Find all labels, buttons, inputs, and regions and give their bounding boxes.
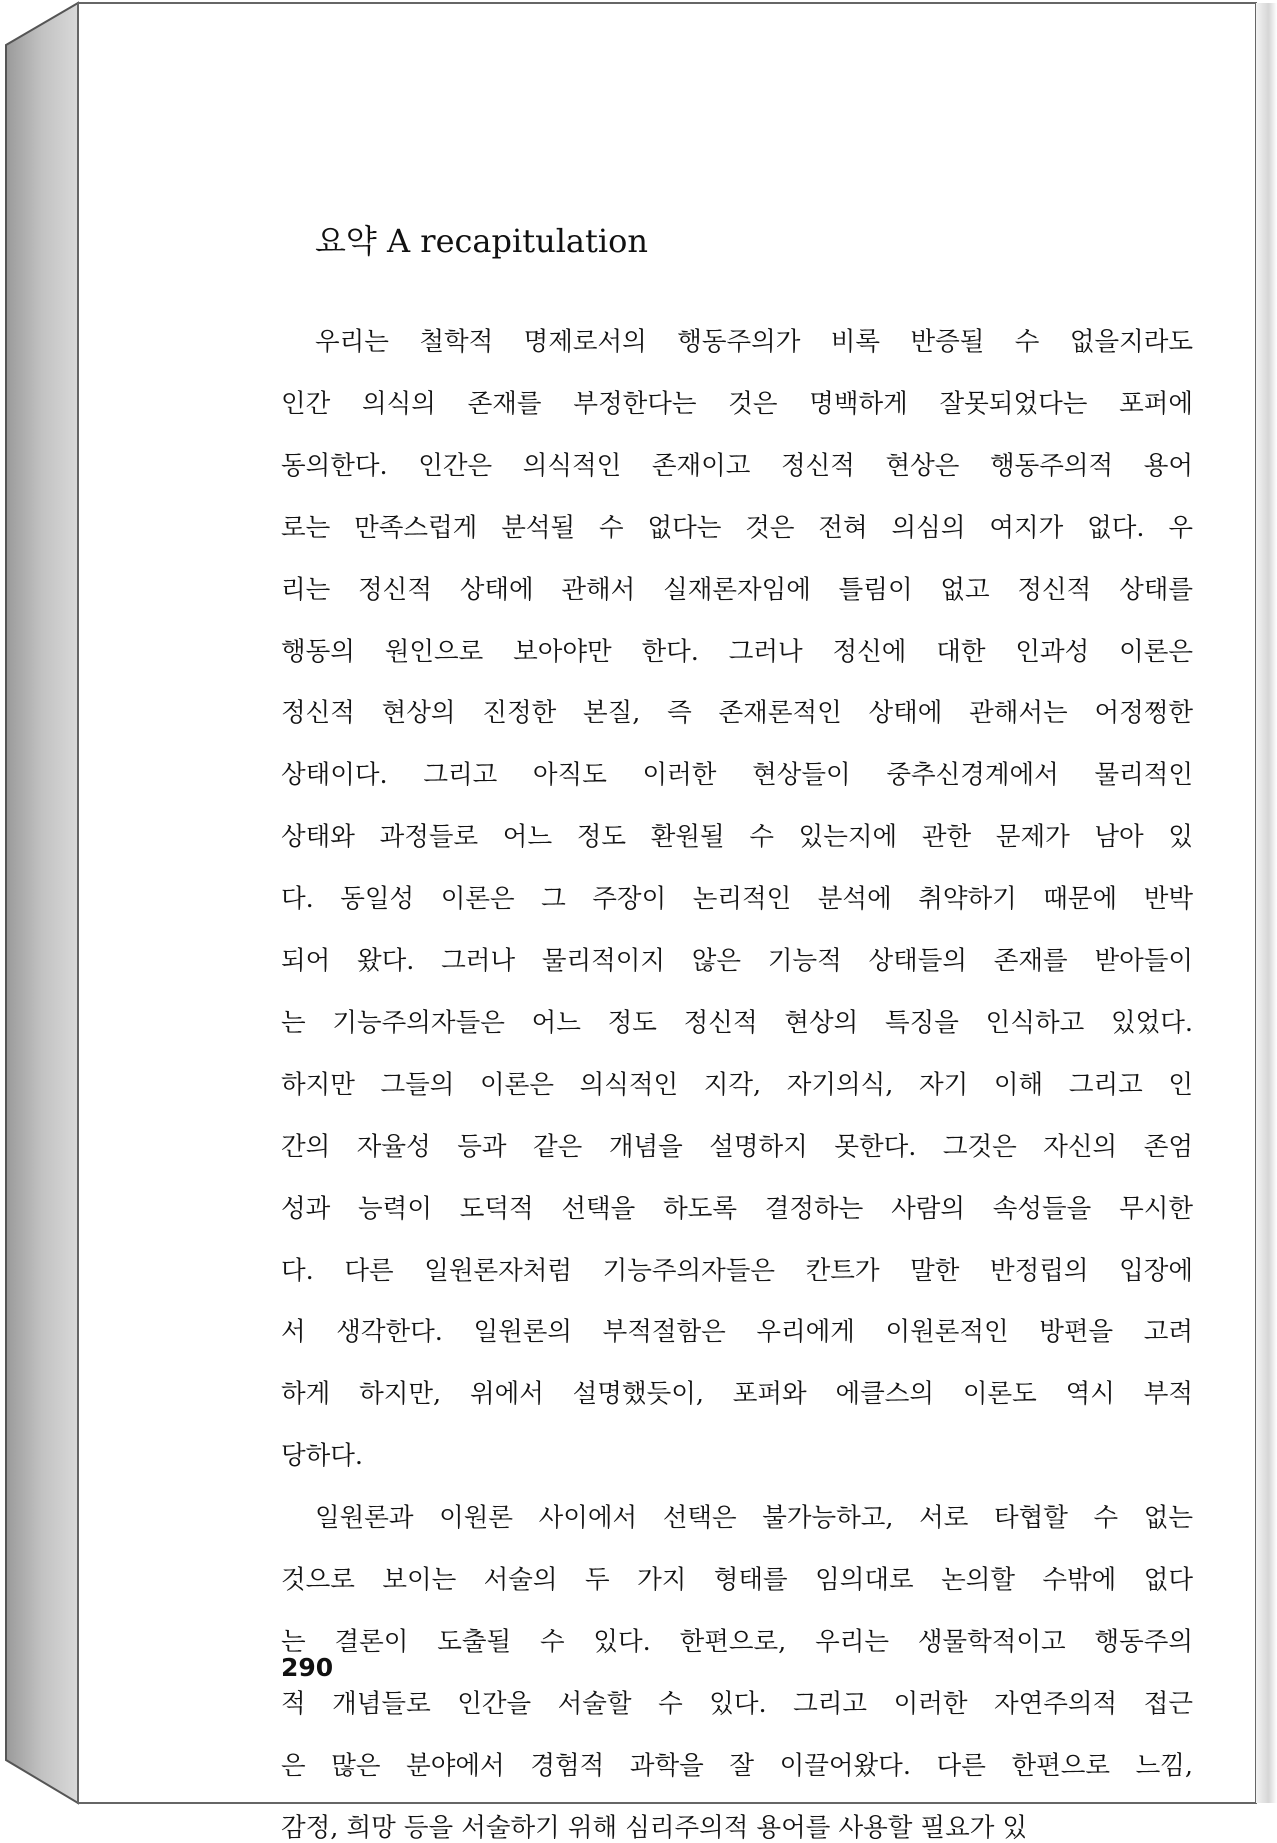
- book-spine: [6, 3, 78, 1803]
- page: [80, 3, 1256, 1843]
- page-number: 290: [281, 1653, 334, 1682]
- text-line: 우리는 철학적 명제로서의 행동주의가 비록 반증될 수 없을지라도: [315, 327, 1193, 357]
- section-heading: 요약 A recapitulation: [315, 222, 648, 260]
- text-line: 동의한다. 인간은 의식적인 존재이고 정신적 현상은 행동주의적 용어: [281, 450, 1193, 481]
- text-line: 되어 왔다. 그러나 물리적이지 않은 기능적 상태들의 존재를 받아들이: [281, 946, 1193, 976]
- text-line: 은 많은 분야에서 경험적 과학을 잘 이끌어왔다. 다른 한편으로 느낌,: [281, 1750, 1193, 1781]
- text-line: 감정, 희망 등을 서술하기 위해 심리주의적 용어를 사용할 필요가 있: [281, 1812, 1028, 1843]
- text-line: 인간 의식의 존재를 부정한다는 것은 명백하게 잘못되었다는 포퍼에: [281, 388, 1193, 419]
- text-line: 다. 동일성 이론은 그 주장이 논리적인 분석에 취약하기 때문에 반박: [281, 884, 1193, 915]
- text-line: 하게 하지만, 위에서 설명했듯이, 포퍼와 에클스의 이론도 역시 부적: [281, 1379, 1193, 1410]
- text-line: 일원론과 이원론 사이에서 선택은 불가능하고, 서로 타협할 수 없는: [315, 1503, 1193, 1534]
- text-line: 리는 정신적 상태에 관해서 실재론자임에 틀림이 없고 정신적 상태를: [281, 574, 1193, 605]
- text-line: 당하다.: [281, 1441, 364, 1472]
- page-edge-shadow: [1256, 3, 1277, 1803]
- text-line: 하지만 그들의 이론은 의식적인 지각, 자기의식, 자기 이해 그리고 인: [281, 1069, 1193, 1100]
- text-line: 는 기능주의자들은 어느 정도 정신적 현상의 특징을 인식하고 있었다.: [281, 1007, 1193, 1038]
- text-line: 는 결론이 도출될 수 있다. 한편으로, 우리는 생물학적이고 행동주의: [281, 1626, 1193, 1657]
- text-line: 상태이다. 그리고 아직도 이러한 현상들이 중추신경계에서 물리적인: [281, 760, 1193, 791]
- text-line: 간의 자율성 등과 같은 개념을 설명하지 못한다. 그것은 자신의 존엄: [281, 1131, 1193, 1162]
- text-line: 상태와 과정들로 어느 정도 환원될 수 있는지에 관한 문제가 남아 있: [281, 822, 1193, 853]
- text-line: 정신적 현상의 진정한 본질, 즉 존재론적인 상태에 관해서는 어정쩡한: [281, 698, 1193, 729]
- text-line: 행동의 원인으로 보아야만 한다. 그러나 정신에 대한 인과성 이론은: [281, 636, 1193, 667]
- text-line: 다. 다른 일원론자처럼 기능주의자들은 칸트가 말한 반정립의 입장에: [281, 1255, 1193, 1286]
- text-line: 적 개념들로 인간을 서술할 수 있다. 그리고 이러한 자연주의적 접근: [281, 1688, 1193, 1719]
- text-line: 성과 능력이 도덕적 선택을 하도록 결정하는 사람의 속성들을 무시한: [281, 1193, 1193, 1224]
- text-line: 로는 만족스럽게 분석될 수 없다는 것은 전혀 의심의 여지가 없다. 우: [281, 512, 1193, 543]
- text-line: 서 생각한다. 일원론의 부적절함은 우리에게 이원론적인 방편을 고려: [281, 1317, 1193, 1348]
- text-line: 것으로 보이는 서술의 두 가지 형태를 임의대로 논의할 수밖에 없다: [281, 1565, 1193, 1595]
